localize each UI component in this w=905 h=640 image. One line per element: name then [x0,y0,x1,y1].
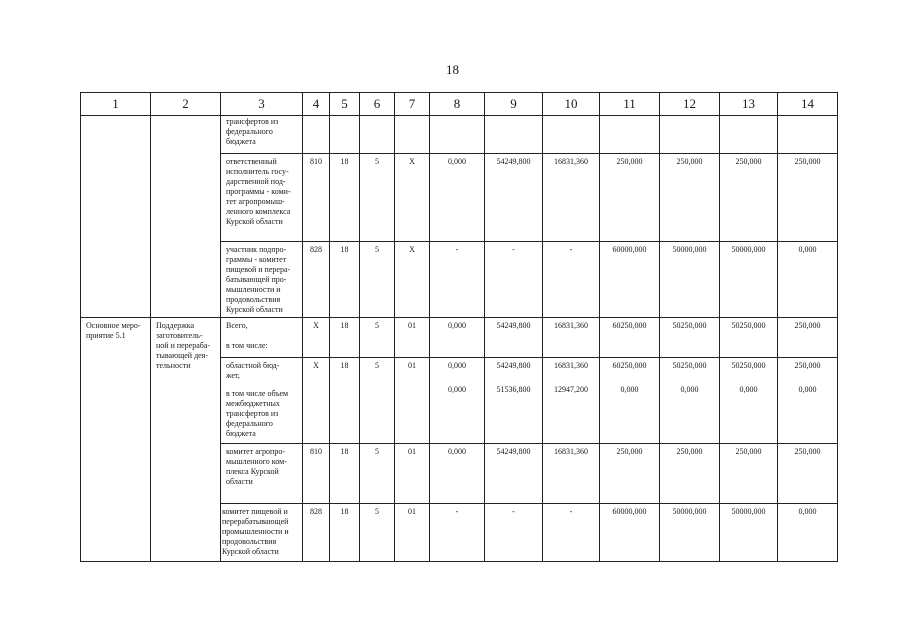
table-cell [778,318,838,358]
measure-title: Основное меро- приятие 5.1 [86,321,141,340]
table-cell [660,444,720,504]
cell-value: 0,000 [620,385,639,394]
cell-value: 5 [375,447,379,456]
cell-value: 54249,800 [496,447,531,456]
cell-value: 250,000 [616,447,643,456]
table-row [81,116,838,154]
cell-value: 18 [340,447,349,456]
table-cell [485,504,543,562]
cell-value: 54249,800 [496,157,531,166]
table-cell [543,116,600,154]
cell-value: X [409,245,415,254]
cell-value: 50250,000 [731,321,766,330]
cell-value: - [569,507,573,516]
table-cell [600,154,660,242]
table-cell [543,318,600,358]
table-cell [430,358,485,444]
cell-value: - [569,245,573,254]
col-header: 5 [330,93,360,116]
table-cell [660,154,720,242]
cell-value: 60250,000 [612,361,647,370]
table-cell [778,504,838,562]
table-cell [360,318,395,358]
table-cell [303,444,330,504]
table-cell [485,242,543,318]
table-cell [395,358,430,444]
cell-value: 50000,000 [731,507,766,516]
cell-value: X [409,157,415,166]
table-cell [303,318,330,358]
cell-text: ответственный исполнитель госу- дарственной под- программы - коми- тет агропромыш- ленного комплекса Курской области [226,157,291,226]
table-cell [600,116,660,154]
cell-value: 5 [375,361,379,370]
cell-text: комитет агропро- мышленного ком- плекса Курской области [226,447,287,486]
cell-value: 0,000 [680,385,699,394]
page-number: 18 [446,62,459,77]
table-cell [330,116,360,154]
cell-text: областной бюд- жет, [226,361,280,380]
cell-value: 16831,360 [554,321,588,330]
table-cell [485,358,543,444]
cell-value: 250,000 [735,447,762,456]
cell-value: 60000,000 [612,245,647,254]
cell-value: 01 [408,447,416,456]
cell-value: 0,000 [448,321,466,330]
table-cell [221,116,303,154]
table-cell [360,504,395,562]
table-cell [303,504,330,562]
cell-value: 810 [310,447,322,456]
table-cell [720,116,778,154]
table-cell [303,358,330,444]
cell-value: 50000,000 [731,245,766,254]
cell-value: 828 [310,245,322,254]
table-cell [430,154,485,242]
table-cell [660,318,720,358]
cell-value: 810 [310,157,322,166]
col-header: 10 [543,93,600,116]
cell-value: 250,000 [735,157,762,166]
table-cell [778,242,838,318]
table-cell [543,444,600,504]
cell-empty [81,116,151,318]
table-cell [660,242,720,318]
cell-value: - [455,507,459,516]
measure-description: Поддержка заготовитель- ной и перераба- тывающей дея- тельности [156,321,211,370]
table-cell [543,154,600,242]
table-cell [360,358,395,444]
budget-table [80,92,838,562]
cell-text: трансфертов из федерального бюджета [226,117,279,146]
cell-value: 250,000 [616,157,643,166]
table-cell [360,242,395,318]
cell-value: 250,000 [794,361,821,370]
cell-value: - [512,507,515,516]
col-header: 11 [600,93,660,116]
col-header: 2 [151,93,221,116]
col-header: 14 [778,93,838,116]
table-cell [395,116,430,154]
cell-value: - [512,245,515,254]
table-cell [360,154,395,242]
table-cell [430,504,485,562]
cell-value: 54249,800 [496,361,531,370]
cell-value: 250,000 [676,157,703,166]
cell-text: Всего, в том числе: [226,321,268,350]
cell-value: 16831,360 [554,361,588,370]
cell-value: 18 [340,157,349,166]
cell-value: 54249,800 [496,321,531,330]
table-cell [660,358,720,444]
table-cell [330,504,360,562]
cell-value: 5 [375,245,379,254]
table-cell [485,444,543,504]
table-cell [720,242,778,318]
table-cell [600,504,660,562]
table-cell [600,444,660,504]
cell-value: 60250,000 [612,321,647,330]
table-cell [395,504,430,562]
col-header: 6 [360,93,395,116]
cell-value: 50000,000 [672,507,707,516]
cell-value: 0,000 [798,385,817,394]
cell-value: 5 [375,157,379,166]
table-cell [720,154,778,242]
cell-value: 50000,000 [672,245,707,254]
cell-value: 250,000 [794,447,821,456]
col-header: 13 [720,93,778,116]
header-row [81,93,838,116]
table-row [81,318,838,358]
cell-value: 01 [408,507,416,516]
cell-value: 01 [408,321,416,330]
table-cell [330,318,360,358]
table-cell [395,242,430,318]
col-header: 8 [430,93,485,116]
cell-value: 18 [340,507,349,516]
cell-value: 50250,000 [672,361,707,370]
table-cell [81,318,151,562]
table-cell [600,358,660,444]
table-cell [430,318,485,358]
cell-value: 60000,000 [612,507,647,516]
cell-value: 250,000 [794,321,821,330]
cell-value: 0,000 [448,447,466,456]
table-cell [720,358,778,444]
table-cell [430,242,485,318]
cell-value: 0,000 [448,157,466,166]
cell-value: 250,000 [676,447,703,456]
col-header: 1 [81,93,151,116]
table-cell [221,318,303,358]
cell-value: 0,000 [798,507,817,516]
table-cell [485,116,543,154]
table-cell [485,154,543,242]
table-cell [600,242,660,318]
cell-value: 0,000 [448,361,466,370]
table-cell [360,116,395,154]
table-cell [543,358,600,444]
cell-value: 0,000 [448,385,466,394]
table-cell [221,504,303,562]
cell-value: 828 [310,507,322,516]
col-header: 3 [221,93,303,116]
cell-value: - [455,245,459,254]
col-header: 9 [485,93,543,116]
col-header: 7 [395,93,430,116]
table-cell [660,504,720,562]
cell-value: 01 [408,361,416,370]
cell-value: 50250,000 [731,361,766,370]
cell-value: 0,000 [739,385,758,394]
table-cell [221,154,303,242]
table-cell [151,318,221,562]
cell-value: 250,000 [794,157,821,166]
cell-text: комитет пищевой и перерабатывающей промышленности и продовольствия Курской области [222,507,289,556]
table-cell [221,358,303,444]
table-cell [778,358,838,444]
table-cell [720,318,778,358]
table-cell [485,318,543,358]
cell-value: 12947,200 [554,385,588,394]
table-cell [778,154,838,242]
table-cell [330,358,360,444]
cell-value: 16831,360 [554,157,588,166]
cell-value: 0,000 [798,245,817,254]
table-cell [543,504,600,562]
cell-value: 5 [375,507,379,516]
cell-value: X [313,321,319,330]
cell-text: в том числе объем межбюджетных трансфертов из федерального бюджета [226,389,289,438]
table-cell [660,116,720,154]
table-cell [303,242,330,318]
table-cell [330,444,360,504]
table-cell [303,116,330,154]
table-cell [303,154,330,242]
table-cell [430,444,485,504]
cell-value: 18 [340,245,349,254]
table-cell [395,318,430,358]
table-cell [430,116,485,154]
table-cell [720,444,778,504]
table-cell [395,154,430,242]
cell-empty [151,116,221,318]
table-cell [330,154,360,242]
cell-value: 5 [375,321,379,330]
table-cell [778,444,838,504]
cell-value: 51536,800 [496,385,531,394]
table-cell [395,444,430,504]
cell-value: 18 [340,361,349,370]
table-cell [221,242,303,318]
col-header: 4 [303,93,330,116]
table-cell [543,242,600,318]
cell-text: участник подпро- граммы - комитет пищевой и перера- батывающей про- мышленности и продовольствия Курской области [226,245,291,314]
cell-value: X [313,361,319,370]
cell-value: 16831,360 [554,447,588,456]
table-cell [720,504,778,562]
col-header: 12 [660,93,720,116]
table-cell [778,116,838,154]
table-cell [360,444,395,504]
table-cell [221,444,303,504]
cell-value: 50250,000 [672,321,707,330]
table-cell [330,242,360,318]
table-cell [600,318,660,358]
cell-value: 18 [340,321,349,330]
